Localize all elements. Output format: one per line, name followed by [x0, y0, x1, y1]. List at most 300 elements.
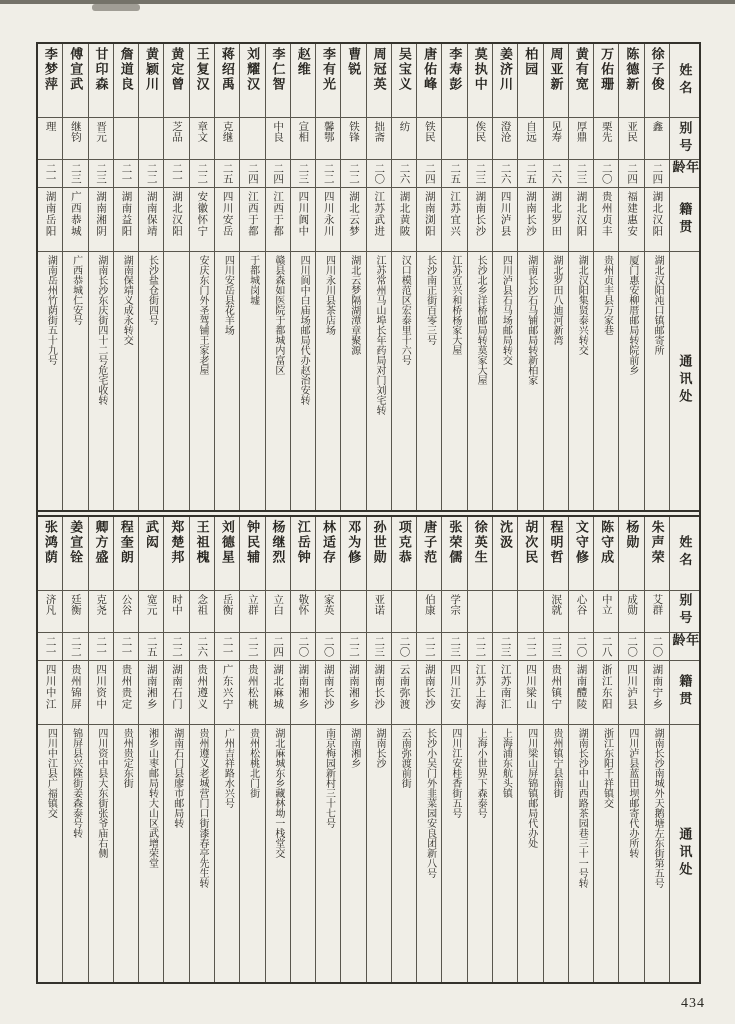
- header-name-text: 姓名: [677, 62, 693, 99]
- age-cell: [468, 633, 492, 661]
- address-cell-text: 于都城岗墟: [247, 255, 259, 305]
- age-cell-text: 二二: [69, 635, 81, 657]
- age-cell: [139, 633, 163, 661]
- address-cell-text: 湖南湘乡: [348, 727, 360, 768]
- alias-cell: [139, 591, 163, 633]
- name-cell-text: 詹道良: [118, 47, 134, 92]
- address-cell: [164, 252, 188, 510]
- age-cell-text: 二四: [423, 163, 435, 184]
- age-cell: [594, 160, 618, 188]
- address-cell: [392, 252, 416, 510]
- name-cell-text: 徐英生: [472, 519, 488, 565]
- address-cell-text: 湖南岳州竹荫街五十九号: [45, 255, 57, 365]
- address-cell: [316, 725, 340, 983]
- age-cell: [341, 160, 365, 188]
- alias-cell-text: 亚民: [626, 121, 638, 142]
- entry-column: [644, 44, 669, 510]
- address-cell: [316, 252, 340, 510]
- native-cell: [291, 661, 315, 725]
- age-cell-text: 二六: [499, 163, 511, 184]
- native-cell-text: 湖南长沙: [524, 191, 536, 237]
- directory-table-top: [38, 44, 699, 510]
- address-cell: [240, 252, 264, 510]
- name-cell: [38, 517, 62, 591]
- age-cell-text: 二三: [449, 635, 461, 657]
- age-cell-text: 二二: [246, 635, 258, 657]
- address-cell-text: 广西恭城仁安号: [70, 255, 82, 325]
- entry-column: [290, 517, 315, 983]
- native-cell-text: 湖北汉阳: [171, 191, 183, 237]
- name-cell: [215, 517, 239, 591]
- native-cell: [89, 661, 113, 725]
- address-cell-text: 四川中江县广福镇交: [45, 727, 57, 818]
- name-cell: [139, 44, 163, 118]
- age-cell: [367, 160, 391, 188]
- name-cell: [619, 517, 643, 591]
- native-cell-text: 安徽怀宁: [196, 191, 208, 237]
- alias-cell-text: 济凡: [44, 593, 56, 615]
- age-cell-text: 二〇: [322, 635, 334, 657]
- entry-column: [214, 517, 239, 983]
- entry-column: [340, 517, 365, 983]
- native-cell-text: 湖南长沙: [373, 663, 385, 710]
- alias-cell-text: 芝品: [171, 121, 183, 142]
- age-cell-text: 二五: [221, 163, 233, 184]
- entry-column: [189, 44, 214, 510]
- alias-cell: [164, 591, 188, 633]
- age-cell: [89, 633, 113, 661]
- address-cell-text: 湖北汉阳集贤泰兴转交: [576, 255, 588, 355]
- name-cell-text: 吴宝义: [396, 47, 412, 92]
- age-cell-text: 二三: [550, 635, 562, 657]
- alias-cell: [569, 118, 593, 160]
- address-cell-text: 安庆东门外圣驾铺王家老屋: [197, 255, 209, 375]
- address-cell: [594, 252, 618, 510]
- alias-cell: [544, 591, 568, 633]
- header-native-text: 籍贯: [677, 674, 693, 710]
- address-cell: [594, 725, 618, 983]
- address-cell: [367, 252, 391, 510]
- entry-column: [416, 44, 441, 510]
- native-cell: [645, 188, 669, 252]
- name-cell: [569, 517, 593, 591]
- address-cell-text: 汉口模范区宏泰里十六号: [399, 255, 411, 365]
- name-cell-text: 王复汉: [194, 47, 210, 92]
- age-cell-text: 二〇: [575, 635, 587, 657]
- age-cell-text: 二二: [347, 163, 359, 184]
- alias-cell: [38, 118, 62, 160]
- address-cell-text: 上海小世界下森泰号: [475, 727, 487, 818]
- entry-column: [568, 44, 593, 510]
- address-cell: [619, 252, 643, 510]
- entry-column: [593, 44, 618, 510]
- alias-cell-text: 念祖: [196, 593, 208, 615]
- address-cell-text: 湖南石门县廖市邮局转: [171, 727, 183, 828]
- name-cell: [594, 517, 618, 591]
- native-cell-text: 贵州贵定: [120, 663, 132, 710]
- name-cell: [291, 44, 315, 118]
- address-cell: [645, 252, 669, 510]
- alias-cell: [569, 591, 593, 633]
- name-cell: [114, 517, 138, 591]
- table-frame: [36, 42, 701, 984]
- native-cell-text: 江苏武进: [373, 191, 385, 237]
- alias-cell-text: 继钧: [69, 121, 81, 142]
- age-cell: [240, 160, 264, 188]
- name-cell: [190, 517, 214, 591]
- address-cell-text: 湖南保靖义成永转交: [121, 255, 133, 345]
- name-cell: [164, 517, 188, 591]
- alias-cell-text: 心谷: [575, 593, 587, 615]
- address-cell: [63, 725, 87, 983]
- header-native: [670, 188, 699, 252]
- address-cell-text: 四川江安桂香街五号: [449, 727, 461, 818]
- alias-cell: [442, 591, 466, 633]
- name-cell-text: 李有光: [321, 47, 337, 92]
- age-cell-text: 二四: [246, 163, 258, 184]
- entry-column: [239, 44, 264, 510]
- name-cell: [442, 44, 466, 118]
- name-cell-text: 唐佑峰: [422, 47, 438, 92]
- age-cell-text: 二〇: [373, 163, 385, 184]
- name-cell-text: 张鸿荫: [42, 519, 58, 565]
- alias-cell-text: 自远: [524, 121, 536, 142]
- age-cell: [316, 633, 340, 661]
- native-cell: [341, 188, 365, 252]
- age-cell: [63, 160, 87, 188]
- address-cell-text: 厦门惠安柳厝邮局转院前乡: [626, 255, 638, 375]
- header-age: [670, 160, 699, 188]
- entry-column: [517, 517, 542, 983]
- native-cell: [518, 661, 542, 725]
- alias-cell: [63, 118, 87, 160]
- address-cell-text: 锦屏县兴隆街姜森泰号转: [70, 727, 82, 838]
- native-cell: [442, 661, 466, 725]
- entry-column: [618, 44, 643, 510]
- name-cell-text: 姜宣铨: [68, 519, 84, 565]
- address-cell-text: 四川永川县茶店场: [323, 255, 335, 335]
- alias-cell: [89, 118, 113, 160]
- name-cell-text: 胡次民: [523, 519, 539, 565]
- age-cell-text: 二六: [550, 163, 562, 184]
- name-cell: [392, 517, 416, 591]
- alias-cell: [291, 591, 315, 633]
- native-cell-text: 江西于都: [246, 191, 258, 237]
- entry-column: [163, 517, 188, 983]
- age-cell: [569, 160, 593, 188]
- age-cell-text: 二〇: [398, 635, 410, 657]
- alias-cell: [341, 591, 365, 633]
- age-cell-text: 二二: [196, 163, 208, 184]
- age-cell: [594, 633, 618, 661]
- name-cell-text: 唐子范: [422, 519, 438, 565]
- native-cell: [392, 661, 416, 725]
- name-cell: [544, 44, 568, 118]
- native-cell: [468, 661, 492, 725]
- native-cell-text: 江苏南汇: [499, 663, 511, 710]
- entry-column: [416, 517, 441, 983]
- age-cell-text: 二三: [499, 635, 511, 657]
- age-cell: [38, 160, 62, 188]
- name-cell: [316, 517, 340, 591]
- address-cell-text: 湖北云梦隔湖潭章聚源: [348, 255, 360, 355]
- age-cell-text: 二五: [145, 635, 157, 657]
- alias-cell-text: 俟民: [474, 121, 486, 142]
- alias-cell: [215, 118, 239, 160]
- name-cell-text: 沈汲: [497, 519, 513, 550]
- alias-cell-text: 廷衡: [69, 593, 81, 615]
- age-cell: [215, 633, 239, 661]
- address-cell: [114, 725, 138, 983]
- entry-column: [366, 44, 391, 510]
- address-cell: [114, 252, 138, 510]
- address-cell-text: 贵州贵定东街: [121, 727, 133, 788]
- native-cell: [114, 661, 138, 725]
- address-cell: [266, 725, 290, 983]
- age-cell: [544, 633, 568, 661]
- address-cell: [341, 252, 365, 510]
- address-cell-text: 贵州遵义老城营门口街漆春亭先生转: [197, 727, 209, 888]
- address-cell-text: 四川泸县蓝田坝邮寄代办所转: [626, 727, 638, 858]
- name-cell: [493, 517, 517, 591]
- alias-cell-text: 公谷: [120, 593, 132, 615]
- entry-column: [113, 44, 138, 510]
- age-cell-text: 二〇: [651, 635, 663, 657]
- alias-cell-text: 宣相: [297, 121, 309, 142]
- name-cell-text: 郑楚邦: [169, 519, 185, 565]
- alias-cell: [190, 118, 214, 160]
- native-cell-text: 湖南益阳: [120, 191, 132, 237]
- alias-cell-text: 章文: [196, 121, 208, 142]
- age-cell: [190, 633, 214, 661]
- native-cell-text: 湖北汉阳: [651, 191, 663, 237]
- age-cell: [164, 160, 188, 188]
- age-cell: [544, 160, 568, 188]
- name-cell-text: 杨勋: [624, 519, 640, 550]
- alias-cell-text: 厚鼎: [575, 121, 587, 142]
- name-cell: [215, 44, 239, 118]
- address-cell-text: 湖南长沙中山西路茶园巷三十一号转: [576, 727, 588, 888]
- header-address-text: 通讯处: [677, 826, 693, 880]
- native-cell: [316, 188, 340, 252]
- address-cell: [417, 725, 441, 983]
- name-cell: [63, 517, 87, 591]
- alias-cell: [392, 118, 416, 160]
- alias-cell: [164, 118, 188, 160]
- native-cell-text: 浙江东阳: [600, 663, 612, 710]
- name-cell: [266, 44, 290, 118]
- address-cell: [468, 252, 492, 510]
- age-cell-text: 二二: [423, 635, 435, 657]
- age-cell: [38, 633, 62, 661]
- age-cell-text: 二二: [145, 163, 157, 184]
- address-cell: [493, 252, 517, 510]
- native-cell: [417, 661, 441, 725]
- native-cell: [594, 188, 618, 252]
- address-cell-text: 贵州镇宁县南街: [550, 727, 562, 798]
- address-cell-text: 湖北汉阳沌口镇邮寄所: [652, 255, 664, 355]
- native-cell-text: 湖南浏阳: [423, 191, 435, 237]
- native-cell-text: 江苏宜兴: [449, 191, 461, 237]
- name-cell-text: 邓为修: [346, 519, 362, 565]
- age-cell-text: 二四: [626, 163, 638, 184]
- alias-cell: [240, 118, 264, 160]
- entry-column: [467, 517, 492, 983]
- alias-cell-text: 学宗: [449, 593, 461, 615]
- native-cell-text: 四川梁山: [524, 663, 536, 710]
- address-cell-text: 赣县森如医院于都城内富区: [272, 255, 284, 375]
- native-cell-text: 湖南长沙: [322, 663, 334, 710]
- native-cell: [114, 188, 138, 252]
- name-cell-text: 张荣儒: [447, 519, 463, 565]
- age-cell-text: 二五: [449, 163, 461, 184]
- name-cell-text: 李梦萍: [42, 47, 58, 92]
- address-cell-text: 四川阆中白庙场邮局代办赵治安转: [298, 255, 310, 405]
- name-cell: [594, 44, 618, 118]
- address-cell-text: 长沙盐仓街四号: [146, 255, 158, 325]
- age-cell: [619, 160, 643, 188]
- native-cell-text: 云南弥渡: [398, 663, 410, 710]
- name-cell: [341, 44, 365, 118]
- native-cell: [190, 188, 214, 252]
- entry-column: [618, 517, 643, 983]
- alias-cell-text: 家英: [322, 593, 334, 615]
- native-cell-text: 贵州镇宁: [550, 663, 562, 710]
- name-cell-text: 卿方盛: [93, 519, 109, 565]
- alias-cell-text: 拙斋: [373, 121, 385, 142]
- native-cell-text: 四川江安: [449, 663, 461, 710]
- entry-column: [366, 517, 391, 983]
- address-cell: [518, 725, 542, 983]
- name-cell: [619, 44, 643, 118]
- alias-cell: [544, 118, 568, 160]
- name-cell: [468, 517, 492, 591]
- name-cell-text: 刘德星: [219, 519, 235, 565]
- native-cell: [367, 188, 391, 252]
- address-cell-text: 长沙北乡洋桥邮局转莫家大屋: [475, 255, 487, 385]
- entry-column: [265, 517, 290, 983]
- name-cell-text: 傅宣武: [68, 47, 84, 92]
- age-cell-text: 二三: [297, 163, 309, 184]
- address-cell-text: 上海浦东航头镇: [500, 727, 512, 798]
- name-cell-text: 周亚新: [548, 47, 564, 92]
- alias-cell: [114, 118, 138, 160]
- age-cell-text: 二一: [120, 635, 132, 657]
- name-cell-text: 万佑珊: [599, 47, 615, 92]
- native-cell: [139, 661, 163, 725]
- age-cell-text: 二一: [44, 163, 56, 184]
- entry-column: [517, 44, 542, 510]
- native-cell: [594, 661, 618, 725]
- alias-cell: [594, 118, 618, 160]
- name-cell-text: 文守修: [573, 519, 589, 565]
- entry-column: [88, 517, 113, 983]
- age-cell-text: 二六: [196, 635, 208, 657]
- native-cell-text: 湖南长沙: [423, 663, 435, 710]
- native-cell-text: 湖南湘阴: [95, 191, 107, 237]
- name-cell: [89, 517, 113, 591]
- age-cell: [645, 160, 669, 188]
- address-cell-text: 湖南长沙南城外天鹅塘左东街第五号: [652, 727, 664, 888]
- native-cell: [38, 661, 62, 725]
- name-cell-text: 孙世勋: [371, 519, 387, 565]
- entry-column: [340, 44, 365, 510]
- native-cell-text: 贵州遵义: [196, 663, 208, 710]
- alias-cell-text: 馨鄂: [322, 121, 334, 142]
- native-cell: [645, 661, 669, 725]
- entry-column: [290, 44, 315, 510]
- address-cell-text: 四川安岳县花羊场: [222, 255, 234, 335]
- age-cell: [417, 160, 441, 188]
- native-cell-text: 湖南湘乡: [347, 663, 359, 710]
- native-cell-text: 福建惠安: [626, 191, 638, 237]
- alias-cell: [493, 591, 517, 633]
- entry-column: [391, 517, 416, 983]
- address-cell: [493, 725, 517, 983]
- age-cell: [114, 160, 138, 188]
- native-cell-text: 贵州贞丰: [600, 191, 612, 237]
- entry-column: [543, 517, 568, 983]
- alias-cell-text: 伯康: [423, 593, 435, 615]
- name-cell: [493, 44, 517, 118]
- alias-cell: [594, 591, 618, 633]
- name-cell-text: 杨继烈: [270, 519, 286, 565]
- alias-cell: [468, 591, 492, 633]
- native-cell-text: 湖南宁乡: [651, 663, 663, 710]
- alias-cell: [392, 591, 416, 633]
- native-cell-text: 湖南湘乡: [297, 663, 309, 710]
- entry-column: [467, 44, 492, 510]
- address-cell: [63, 252, 87, 510]
- entry-column: [492, 44, 517, 510]
- address-cell: [544, 725, 568, 983]
- entry-column: [88, 44, 113, 510]
- native-cell: [240, 661, 264, 725]
- age-cell: [619, 633, 643, 661]
- address-cell-text: 云南弥渡前街: [399, 727, 411, 788]
- native-cell: [316, 661, 340, 725]
- address-cell: [367, 725, 391, 983]
- age-cell: [392, 160, 416, 188]
- entry-column: [441, 517, 466, 983]
- alias-cell-text: 鑫: [651, 121, 663, 132]
- native-cell-text: 湖北汉阳: [575, 191, 587, 237]
- age-cell: [442, 160, 466, 188]
- alias-cell-text: 艾群: [651, 593, 663, 615]
- header-native: [670, 661, 699, 725]
- address-cell-text: 湘乡山枣邮局转大山区武增荣堂: [146, 727, 158, 868]
- header-column: [669, 517, 699, 983]
- alias-cell-text: 纺: [398, 121, 410, 132]
- page-number: 434: [681, 996, 705, 1011]
- address-cell: [569, 725, 593, 983]
- name-cell-text: 程奎朗: [118, 519, 134, 565]
- native-cell-text: 湖北罗田: [550, 191, 562, 237]
- native-cell-text: 贵州锦屏: [69, 663, 81, 710]
- alias-cell: [266, 118, 290, 160]
- entry-column: [593, 517, 618, 983]
- entry-column: [214, 44, 239, 510]
- name-cell-text: 黄定曾: [169, 47, 185, 92]
- age-cell-text: 二二: [474, 635, 486, 657]
- native-cell: [291, 188, 315, 252]
- address-cell-text: 江苏宜兴和桥杨家大屋: [449, 255, 461, 355]
- entry-column: [62, 517, 87, 983]
- age-cell-text: 二三: [474, 163, 486, 184]
- name-cell: [645, 44, 669, 118]
- name-cell-text: 陈德新: [624, 47, 640, 92]
- name-cell-text: 赵维: [295, 47, 311, 77]
